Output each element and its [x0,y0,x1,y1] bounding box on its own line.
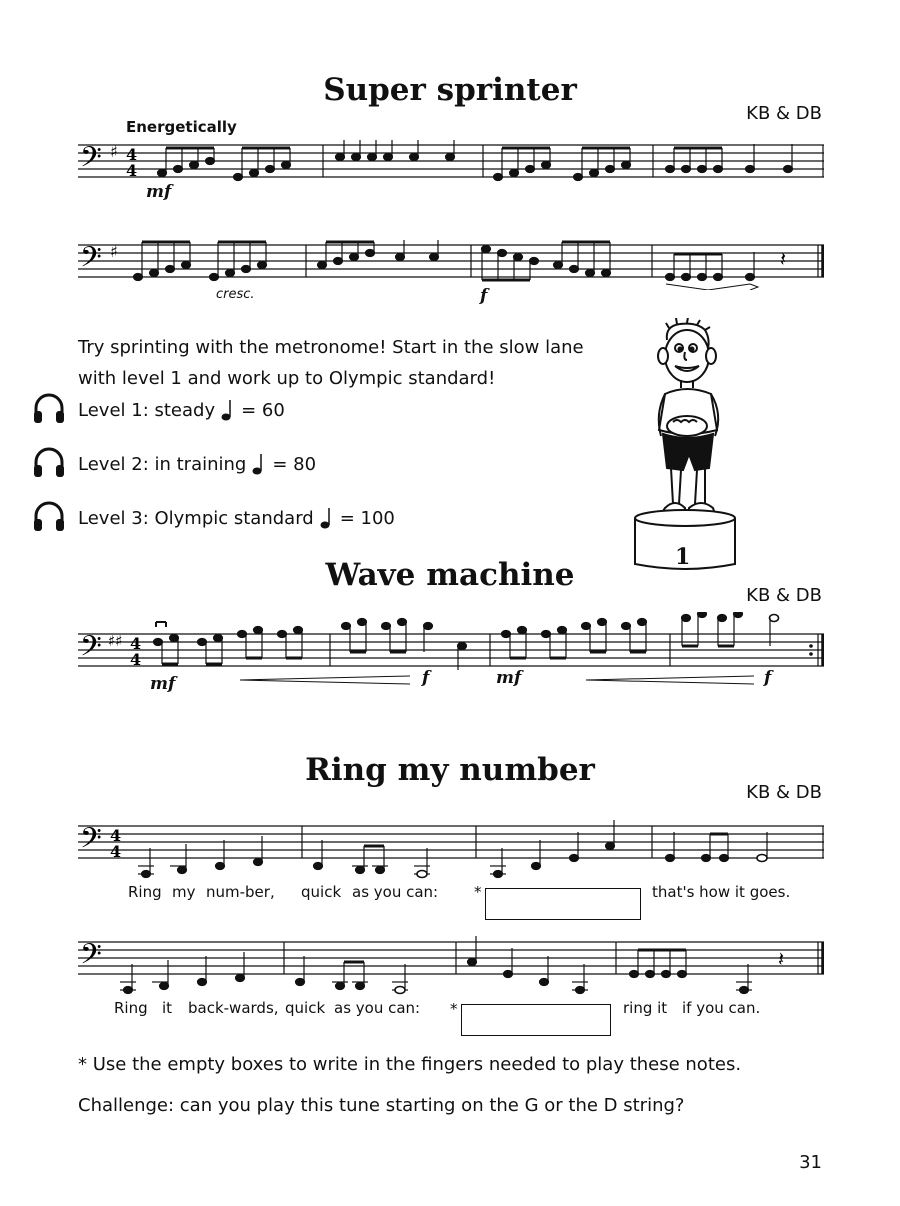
finger-box-marker: * [450,1000,458,1018]
dynamic-cresc: cresc. [216,287,255,302]
dynamic-f: f [422,668,430,688]
quarter-note-icon [320,506,334,530]
dynamic-mf: mf [496,668,522,688]
headphones-icon[interactable] [32,500,66,534]
level-3-label: Level 3: Olympic standard [78,507,314,529]
staff-super-sprinter-2 [78,240,824,290]
level-2-tempo: = 80 [272,453,317,475]
quarter-note-icon [252,452,266,476]
svg-text:4: 4 [126,145,138,164]
svg-text:𝄽: 𝄽 [780,247,787,271]
composer-credit: KB & DB [746,585,822,606]
level-2-row [78,452,316,476]
podium-number: 1 [675,544,691,570]
staff-ring-my-number-2 [78,936,824,998]
staff-super-sprinter-1 [78,140,824,210]
svg-text:♯♯: ♯♯ [108,632,123,650]
svg-text:4: 4 [110,842,122,861]
finger-answer-box[interactable] [461,1004,611,1036]
svg-text:4: 4 [110,826,122,845]
piece-title-wave-machine: Wave machine [325,557,575,593]
level-1-label: Level 1: steady [78,399,216,421]
level-3-tempo: = 100 [339,507,395,529]
level-3-row [78,506,395,530]
headphones-icon[interactable] [32,446,66,480]
finger-answer-box[interactable] [485,888,641,920]
svg-text:♯: ♯ [110,242,118,261]
quarter-note-icon [221,398,235,422]
lyric: as you can: [352,883,439,901]
page-number: 31 [799,1152,822,1173]
dynamic-mf: mf [146,182,172,202]
instruction-line-2: with level 1 and work up to Olympic standard! [78,368,496,389]
lyric: that's how it goes. [652,883,791,901]
tempo-marking: Energetically [126,118,237,136]
lyric: quick [285,999,326,1017]
lyric: my [172,883,196,901]
composer-credit: KB & DB [746,103,822,124]
svg-text:4: 4 [130,650,142,669]
headphones-icon[interactable] [32,392,66,426]
svg-text:4: 4 [126,161,138,180]
dynamic-mf: mf [150,674,176,694]
lyric: as you can: [334,999,421,1017]
lyric: Ring [114,999,148,1017]
lyric: it [162,999,173,1017]
lyric: num-ber, [206,883,275,901]
level-1-row [78,398,285,422]
level-2-label: Level 2: in training [78,453,247,475]
sprinter-illustration [625,318,745,570]
piece-title-ring-my-number: Ring my number [305,752,595,788]
footnote: * Use the empty boxes to write in the fingers needed to play these notes. [78,1054,742,1075]
staff-wave-machine [78,612,824,692]
svg-text:♯: ♯ [110,142,118,161]
challenge-text: Challenge: can you play this tune starting on the G or the D string? [78,1095,685,1116]
composer-credit: KB & DB [746,782,822,803]
svg-text:𝄢: 𝄢 [80,241,102,281]
svg-text:𝄢: 𝄢 [80,630,102,670]
svg-text:4: 4 [130,634,142,653]
lyric: if you can. [682,999,761,1017]
instruction-line-1: Try sprinting with the metronome! Start in the slow lane [78,337,584,358]
finger-box-marker: * [474,883,482,901]
level-1-tempo: = 60 [241,399,285,421]
lyric: back-wards, [188,999,279,1017]
svg-text:𝄢: 𝄢 [80,822,102,862]
piece-title-super-sprinter: Super sprinter [323,72,577,108]
svg-text:𝄽: 𝄽 [778,947,785,971]
lyric: Ring [128,883,162,901]
lyric: quick [301,883,342,901]
dynamic-f: f [764,668,772,688]
staff-ring-my-number-1 [78,820,824,880]
lyric: ring it [623,999,668,1017]
svg-text:𝄢: 𝄢 [80,938,102,978]
svg-text:𝄢: 𝄢 [80,141,102,181]
dynamic-f: f [480,286,488,306]
